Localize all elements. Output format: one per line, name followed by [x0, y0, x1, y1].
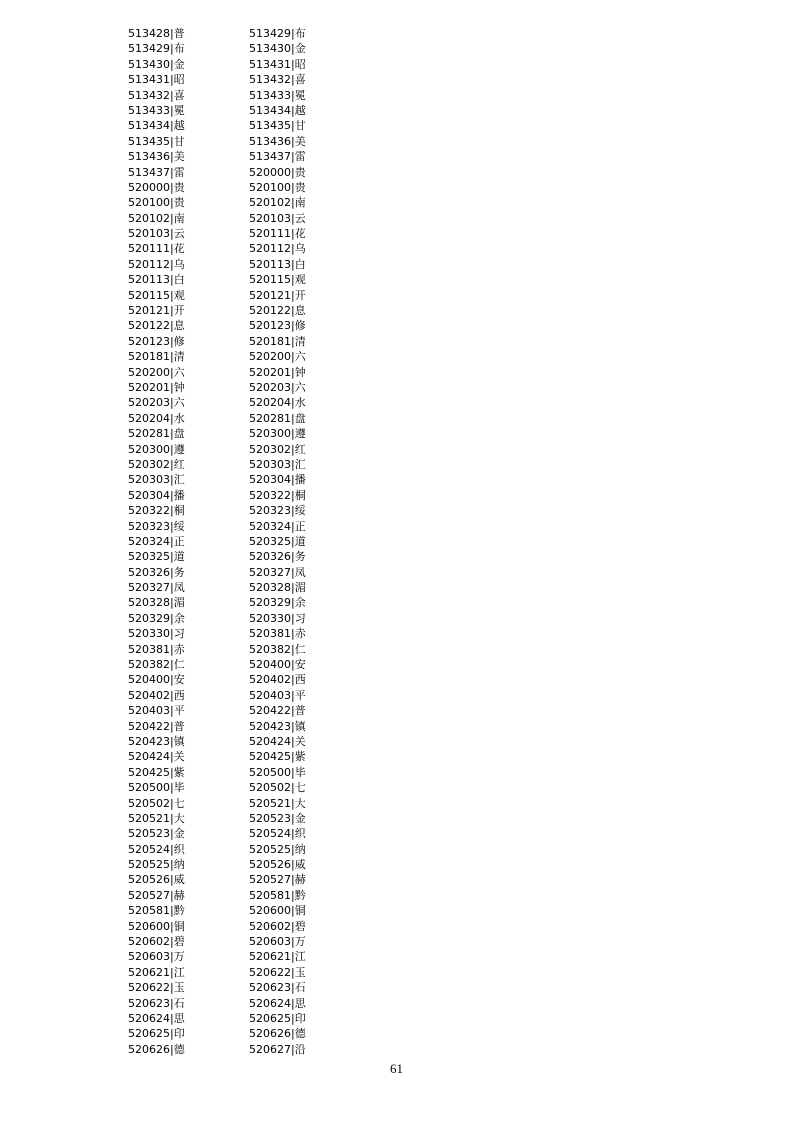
code-entry: 520100|贵 — [128, 196, 185, 210]
code-entry: 520113|白 — [249, 257, 306, 271]
code-entry: 520625|印 — [128, 1027, 185, 1041]
code-entry: 520123|修 — [249, 319, 306, 333]
code-entry: 520524|织 — [249, 827, 306, 841]
code-entry: 520111|花 — [249, 227, 306, 241]
code-entry: 520526|威 — [249, 858, 306, 872]
code-entry: 520181|清 — [128, 350, 185, 364]
code-entry: 520525|纳 — [249, 842, 306, 856]
code-entry: 520524|织 — [128, 842, 185, 856]
code-entry: 520330|习 — [249, 611, 306, 625]
code-entry: 520102|南 — [128, 211, 185, 225]
code-entry: 520200|六 — [128, 365, 185, 379]
code-entry: 520624|思 — [249, 996, 306, 1010]
code-entry: 520112|乌 — [249, 242, 306, 256]
code-entry: 513430|金 — [249, 42, 306, 56]
code-entry: 520123|修 — [128, 334, 185, 348]
code-entry: 520622|玉 — [128, 981, 185, 995]
code-entry: 520326|务 — [128, 565, 185, 579]
code-entry: 520622|玉 — [249, 965, 306, 979]
code-entry: 513437|雷 — [128, 165, 185, 179]
code-entry: 520400|安 — [249, 658, 306, 672]
code-entry: 520330|习 — [128, 627, 185, 641]
code-entry: 520423|镇 — [128, 734, 185, 748]
code-entry: 520204|水 — [249, 396, 306, 410]
code-entry: 513435|甘 — [249, 119, 306, 133]
code-entry: 520302|红 — [128, 457, 185, 471]
code-entry: 520303|汇 — [249, 457, 306, 471]
code-entry: 520327|凤 — [128, 581, 185, 595]
code-entry: 513433|冕 — [249, 88, 306, 102]
code-entry: 520521|大 — [249, 796, 306, 810]
code-entry: 520322|桐 — [249, 488, 306, 502]
code-entry: 520323|绥 — [249, 504, 306, 518]
code-entry: 520328|湄 — [128, 596, 185, 610]
code-entry: 520203|六 — [128, 396, 185, 410]
code-entry: 520323|绥 — [128, 519, 185, 533]
code-entry: 520303|汇 — [128, 473, 185, 487]
code-entry: 513429|布 — [249, 27, 306, 40]
code-entry: 520425|紫 — [128, 765, 185, 779]
code-entry: 520326|务 — [249, 550, 306, 564]
code-entry: 520121|开 — [128, 304, 185, 318]
code-entry: 513428|普 — [128, 27, 185, 40]
code-entry: 513429|布 — [128, 42, 185, 56]
code-entry: 520581|黔 — [249, 888, 306, 902]
code-entry: 520304|播 — [249, 473, 306, 487]
code-entry: 520500|毕 — [249, 765, 306, 779]
code-entry: 520115|观 — [128, 288, 185, 302]
code-entry: 520103|云 — [128, 227, 185, 241]
code-entry: 520111|花 — [128, 242, 185, 256]
code-entry: 520402|西 — [249, 673, 306, 687]
code-entry: 520000|贵 — [128, 180, 185, 194]
code-entry: 520300|遵 — [128, 442, 185, 456]
left-code-column — [128, 26, 185, 1057]
code-entry: 520325|道 — [128, 550, 185, 564]
code-entry: 520200|六 — [249, 350, 306, 364]
code-entry: 520526|威 — [128, 873, 185, 887]
code-entry: 513435|甘 — [128, 134, 185, 148]
code-entry: 520327|凤 — [249, 565, 306, 579]
code-entry: 520204|水 — [128, 411, 185, 425]
code-entry: 520382|仁 — [128, 658, 185, 672]
code-entry: 520422|普 — [128, 719, 185, 733]
code-entry: 520623|石 — [128, 996, 185, 1010]
code-entry: 520400|安 — [128, 673, 185, 687]
code-entry: 520382|仁 — [249, 642, 306, 656]
code-entry: 520201|钟 — [249, 365, 306, 379]
code-entry: 520602|碧 — [128, 935, 185, 949]
code-entry: 520304|播 — [128, 488, 185, 502]
code-entry: 520324|正 — [128, 534, 185, 548]
code-entry: 520201|钟 — [128, 380, 185, 394]
code-entry: 520381|赤 — [128, 642, 185, 656]
page-number: 61 — [390, 1061, 403, 1076]
right-code-column — [249, 26, 306, 1057]
code-entry: 520425|紫 — [249, 750, 306, 764]
code-entry: 520403|平 — [128, 704, 185, 718]
code-entry: 520325|道 — [249, 534, 306, 548]
code-entry: 513437|雷 — [249, 150, 306, 164]
code-entry: 520624|思 — [128, 1012, 185, 1025]
code-entry: 520113|白 — [128, 273, 185, 287]
code-entry: 520115|观 — [249, 273, 306, 287]
code-entry: 513432|喜 — [128, 88, 185, 102]
code-entry: 513434|越 — [249, 103, 306, 117]
code-entry: 520328|湄 — [249, 581, 306, 595]
code-entry: 520403|平 — [249, 688, 306, 702]
code-entry: 520381|赤 — [249, 627, 306, 641]
code-entry: 520181|清 — [249, 334, 306, 348]
code-entry: 520602|碧 — [249, 919, 306, 933]
code-entry: 520625|印 — [249, 1012, 306, 1025]
code-entry: 513433|冕 — [128, 103, 185, 117]
code-entry: 520527|赫 — [249, 873, 306, 887]
code-entry: 520103|云 — [249, 211, 306, 225]
code-entry: 520525|纳 — [128, 858, 185, 872]
code-entry: 520102|南 — [249, 196, 306, 210]
code-entry: 513434|越 — [128, 119, 185, 133]
code-entry: 520603|万 — [249, 935, 306, 949]
code-entry: 520121|开 — [249, 288, 306, 302]
code-entry: 520329|余 — [128, 611, 185, 625]
code-entry: 520122|息 — [249, 304, 306, 318]
code-entry: 520621|江 — [128, 965, 185, 979]
code-entry: 520627|沿 — [249, 1042, 306, 1056]
code-entry: 520623|石 — [249, 981, 306, 995]
code-entry: 520626|德 — [128, 1042, 185, 1056]
code-entry: 520600|铜 — [249, 904, 306, 918]
code-entry: 513431|昭 — [128, 73, 185, 87]
code-entry: 520322|桐 — [128, 504, 185, 518]
code-entry: 513430|金 — [128, 57, 185, 71]
code-entry: 520203|六 — [249, 380, 306, 394]
code-entry: 520281|盘 — [128, 427, 185, 441]
code-entry: 513432|喜 — [249, 73, 306, 87]
code-entry: 513436|美 — [128, 150, 185, 164]
code-entry: 520523|金 — [249, 811, 306, 825]
code-entry: 520502|七 — [249, 781, 306, 795]
code-entry: 520423|镇 — [249, 719, 306, 733]
code-entry: 520424|关 — [249, 734, 306, 748]
code-entry: 520281|盘 — [249, 411, 306, 425]
code-entry: 520122|息 — [128, 319, 185, 333]
code-entry: 520621|江 — [249, 950, 306, 964]
code-entry: 520581|黔 — [128, 904, 185, 918]
code-entry: 520424|关 — [128, 750, 185, 764]
code-entry: 520324|正 — [249, 519, 306, 533]
code-entry: 520502|七 — [128, 796, 185, 810]
code-entry: 520112|乌 — [128, 257, 185, 271]
code-entry: 520603|万 — [128, 950, 185, 964]
code-entry: 520521|大 — [128, 811, 185, 825]
code-entry: 520000|贵 — [249, 165, 306, 179]
code-entry: 520527|赫 — [128, 888, 185, 902]
code-entry: 520523|金 — [128, 827, 185, 841]
code-entry: 520329|余 — [249, 596, 306, 610]
code-entry: 520302|红 — [249, 442, 306, 456]
code-entry: 520600|铜 — [128, 919, 185, 933]
code-entry: 520626|德 — [249, 1027, 306, 1041]
code-entry: 520422|普 — [249, 704, 306, 718]
code-entry: 513431|昭 — [249, 57, 306, 71]
code-entry: 513436|美 — [249, 134, 306, 148]
code-entry: 520300|遵 — [249, 427, 306, 441]
code-entry: 520402|西 — [128, 688, 185, 702]
code-entry: 520100|贵 — [249, 180, 306, 194]
code-entry: 520500|毕 — [128, 781, 185, 795]
